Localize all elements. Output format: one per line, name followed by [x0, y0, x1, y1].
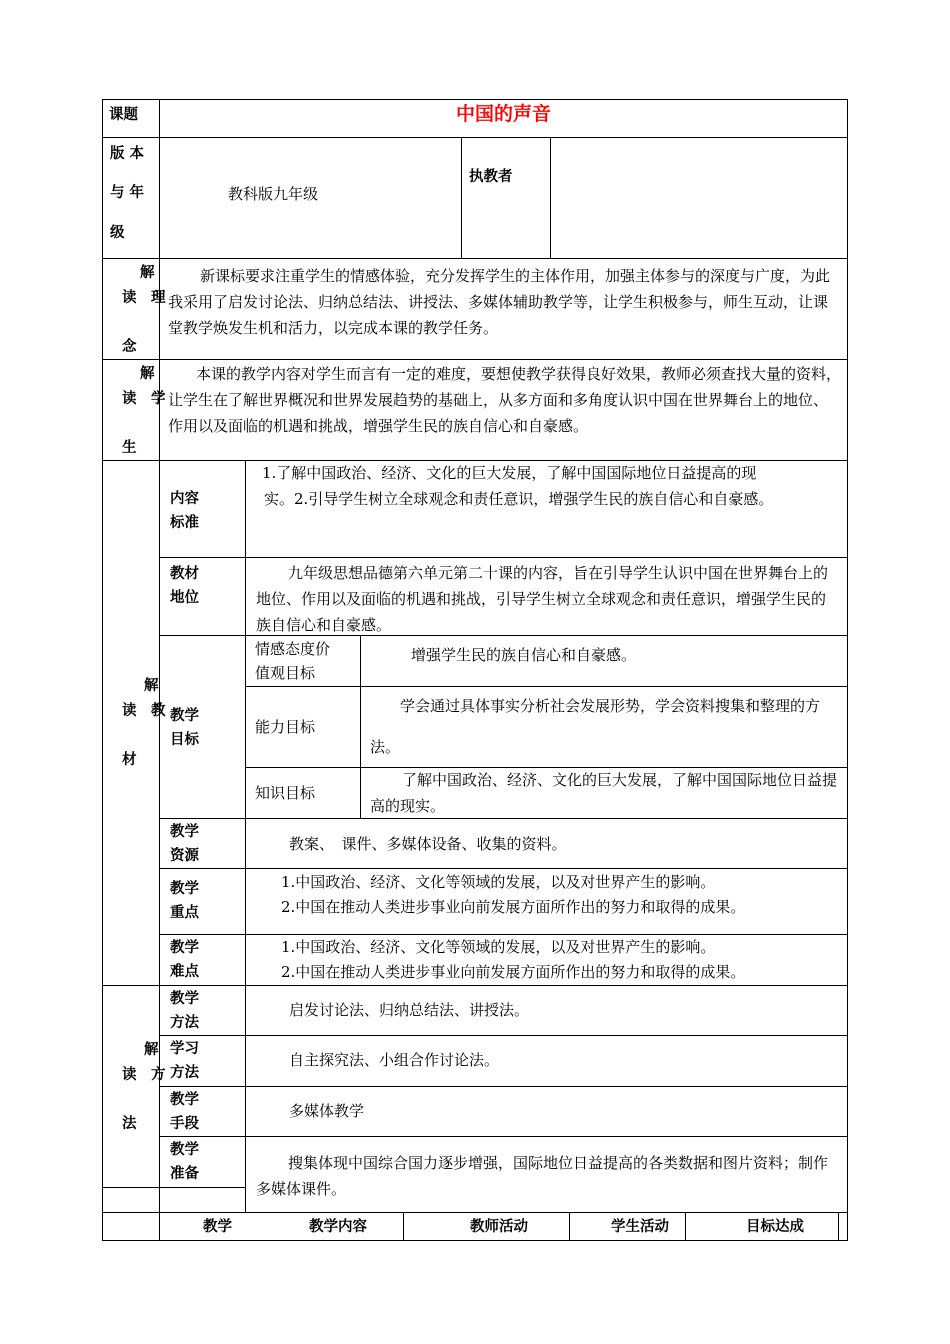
methods-label-3: 法	[122, 1116, 137, 1132]
difficulty-line2: 2.中国在推动人类进步事业向前发展方面所作出的努力和取得的成果。	[281, 963, 746, 981]
col-header-content: 教学内容	[309, 1219, 367, 1235]
col-header-stage: 教学	[203, 1219, 232, 1235]
col-header-student: 学生活动	[611, 1219, 669, 1235]
students-label-2: 读 学	[122, 391, 166, 407]
concept-label-3: 念	[122, 339, 137, 355]
concept-text: 新课标要求注重学生的情感体验，充分发挥学生的主体作用，加强主体参与的深度与广度，为此我采用了启发讨论法、归纳总结法、讲授法、多媒体辅助教学等，让学生积极参与，师生互动，让课堂教学焕发生机和活力，以完成本课的教学任务。	[168, 267, 831, 337]
resources-label-1: 教学	[170, 824, 199, 840]
means-label-1: 教学	[170, 1092, 199, 1108]
position-text: 九年级思想品德第六单元第二十课的内容，旨在引导学生认识中国在世界舞台上的地位、作用以及面临的机遇和挑战，引导学生树立全球观念和责任意识，增强学生民的族自信心和自豪感。	[256, 564, 829, 634]
version-label-line3: 级	[110, 225, 125, 241]
material-label-1: 解	[144, 678, 159, 694]
goal-affect-label-1: 情感态度价	[255, 640, 331, 658]
position-label-1: 教材	[170, 566, 199, 582]
methods-label-1: 解	[144, 1042, 159, 1058]
learn-method-label-1: 学习	[170, 1041, 199, 1057]
content-std-line1: 1.了解中国政治、经济、文化的巨大发展，了解中国国际地位日益提高的现	[262, 464, 757, 482]
content-std-label-2: 标准	[170, 515, 199, 531]
teach-method-label-2: 方法	[170, 1015, 199, 1031]
goal-ability-text: 学会通过具体事实分析社会发展形势，学会资料搜集和整理的方法。	[370, 697, 821, 756]
key-line2: 2.中国在推动人类进步事业向前发展方面所作出的努力和取得的成果。	[281, 898, 746, 916]
goal-knowledge-label: 知识目标	[255, 784, 316, 802]
learn-method-text: 自主探究法、小组合作讨论法。	[289, 1051, 500, 1069]
version-label-line2: 与 年	[110, 185, 145, 201]
difficulty-label-1: 教学	[170, 940, 199, 956]
prep-label-2: 准备	[170, 1166, 199, 1182]
content-std-label-1: 内容	[170, 491, 199, 507]
teacher-label: 执教者	[469, 169, 513, 185]
position-label-2: 地位	[170, 590, 199, 606]
topic-label: 课题	[109, 107, 138, 123]
teach-method-text: 启发讨论法、归纳总结法、讲授法。	[289, 1001, 530, 1019]
prep-label-1: 教学	[170, 1142, 199, 1158]
students-text: 本课的教学内容对学生而言有一定的难度，要想使教学获得良好效果，教师必须查找大量的资料，让学生在了解世界概况和世界发展趋势的基础上，从多方面和多角度认识中国在世界舞台上的地位、作用以及面临的机遇和挑战，增强学生民的族自信心和自豪感。	[168, 365, 842, 435]
students-label-1: 解	[140, 366, 155, 382]
means-text: 多媒体教学	[289, 1102, 365, 1120]
difficulty-line1: 1.中国政治、经济、文化等领域的发展，以及对世界产生的影响。	[281, 938, 716, 956]
col-header-teacher: 教师活动	[470, 1219, 528, 1235]
goal-ability-label: 能力目标	[255, 718, 316, 736]
learn-method-label-2: 方法	[170, 1065, 199, 1081]
version-value: 教科版九年级	[228, 185, 319, 203]
students-label-3: 生	[122, 440, 137, 456]
goals-label-1: 教学	[170, 708, 199, 724]
material-label-2: 读 教	[122, 703, 166, 719]
means-label-2: 手段	[170, 1116, 199, 1132]
lesson-title: 中国的声音	[456, 103, 552, 125]
methods-label-2: 读 方	[122, 1067, 166, 1083]
goal-affect-label-2: 值观目标	[255, 664, 316, 682]
material-label-3: 材	[122, 752, 137, 768]
goals-label-2: 目标	[170, 732, 199, 748]
resources-text: 教案、 课件、多媒体设备、收集的资料。	[289, 835, 567, 853]
version-label-line1: 版 本	[110, 146, 145, 162]
difficulty-label-2: 难点	[170, 964, 199, 980]
goal-affect-text: 增强学生民的族自信心和自豪感。	[411, 646, 637, 664]
content-std-line2: 实。2.引导学生树立全球观念和责任意识，增强学生民的族自信心和自豪感。	[264, 490, 774, 508]
resources-label-2: 资源	[170, 848, 199, 864]
goal-knowledge-text: 了解中国政治、经济、文化的巨大发展，了解中国国际地位日益提高的现实。	[370, 771, 838, 815]
key-label-1: 教学	[170, 881, 199, 897]
concept-label-2: 读 理	[122, 290, 166, 306]
key-line1: 1.中国政治、经济、文化等领域的发展，以及对世界产生的影响。	[281, 873, 716, 891]
teach-method-label-1: 教学	[170, 991, 199, 1007]
key-label-2: 重点	[170, 905, 199, 921]
prep-text: 搜集体现中国综合国力逐步增强，国际地位日益提高的各类数据和图片资料；制作多媒体课件。	[256, 1154, 829, 1198]
concept-label-1: 解	[140, 265, 155, 281]
col-header-goal: 目标达成	[746, 1219, 804, 1235]
